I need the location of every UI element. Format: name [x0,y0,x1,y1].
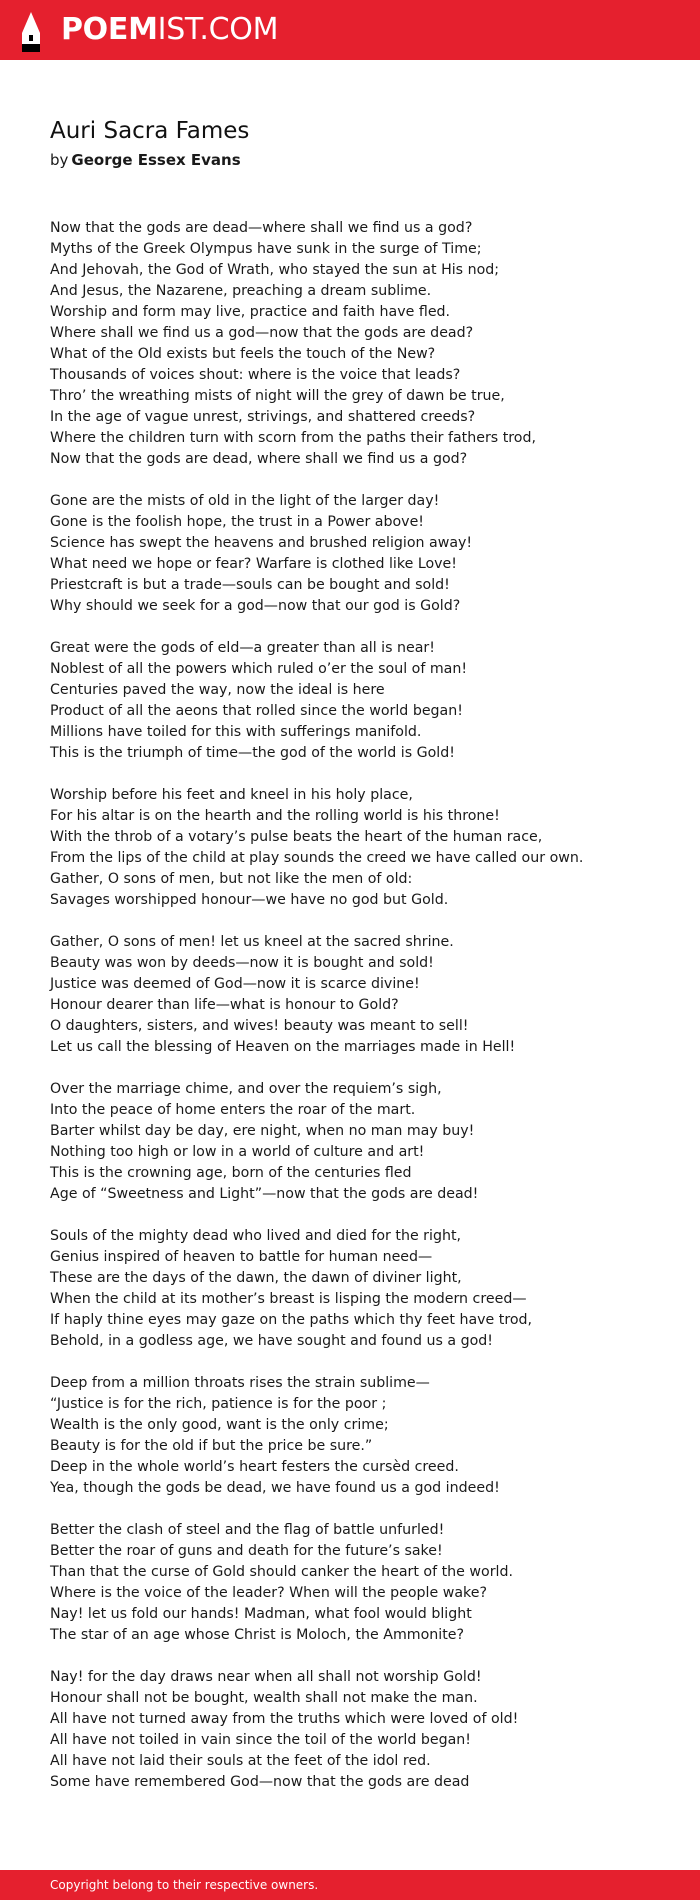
stanza [50,1520,670,1646]
poem-line: O daughters, sisters, and wives! beauty was meant to sell! [50,1018,469,1034]
poem-line: Worship and form may live, practice and faith have fled. [50,304,451,320]
stanza [50,785,670,911]
poem-line: Wealth is the only good, want is the only crime; [50,1417,389,1433]
poem-line: Nothing too high or low in a world of culture and art! [50,1144,425,1160]
poem-line: Let us call the blessing of Heaven on the marriages made in Hell! [50,1039,516,1055]
poem-line: Gone is the foolish hope, the trust in a Power above! [50,514,424,530]
poem-line: Honour shall not be bought, wealth shall not make the man. [50,1690,478,1706]
poem-line: When the child at its mother’s breast is lisping the modern creed— [50,1291,527,1307]
poem-line: Thro’ the wreathing mists of night will the grey of dawn be true, [50,388,505,404]
poem-line: And Jehovah, the God of Wrath, who stayed the sun at His nod; [50,262,500,278]
poem-line: Thousands of voices shout: where is the voice that leads? [50,367,461,383]
poem-line: All have not laid their souls at the feet of the idol red. [50,1753,431,1769]
stanza [50,1373,670,1499]
poem-line: Centuries paved the way, now the ideal is here [50,682,385,698]
poem-line: Beauty was won by deeds—now it is bought and sold! [50,955,434,971]
poem-line: Where is the voice of the leader? When will the people wake? [50,1585,487,1601]
poem-line: This is the crowning age, born of the centuries fled [50,1165,412,1181]
poem-line: Justice was deemed of God—now it is scarce divine! [50,976,420,992]
poem-line: What need we hope or fear? Warfare is clothed like Love! [50,556,457,572]
logo-light-text: IST.COM [157,12,279,47]
stanza [50,638,670,764]
poem-line: Now that the gods are dead—where shall we find us a god? [50,220,473,236]
poem-line: Why should we seek for a god—now that our god is Gold? [50,598,461,614]
poem-line: Age of “Sweetness and Light”—now that the gods are dead! [50,1186,479,1202]
copyright-notice: Copyright belong to their respective owners. [50,1878,319,1892]
poem-line: Gone are the mists of old in the light of the larger day! [50,493,440,509]
poem-line: Genius inspired of heaven to battle for human need— [50,1249,433,1265]
poem-line: And Jesus, the Nazarene, preaching a dream sublime. [50,283,432,299]
byline-prefix: by [50,151,69,169]
poem-line: Nay! for the day draws near when all shall not worship Gold! [50,1669,482,1685]
poem-line: Great were the gods of eld—a greater than all is near! [50,640,435,656]
poem-line: Better the clash of steel and the flag of battle unfurled! [50,1522,445,1538]
poem-line: Priestcraft is but a trade—souls can be bought and sold! [50,577,450,593]
poem-line: All have not toiled in vain since the toil of the world began! [50,1732,471,1748]
poem-line: Gather, O sons of men! let us kneel at the sacred shrine. [50,934,454,950]
stanza [50,491,670,617]
poem-line: Where the children turn with scorn from the paths their fathers trod, [50,430,536,446]
quill-pen-icon[interactable] [18,11,44,53]
poem-line: This is the triumph of time—the god of the world is Gold! [50,745,455,761]
poem-line: Than that the curse of Gold should canker the heart of the world. [50,1564,513,1580]
site-footer [0,1870,700,1900]
poem-line: Where shall we find us a god—now that the gods are dead? [50,325,474,341]
poem-line: Savages worshipped honour—we have no god but Gold. [50,892,449,908]
poem-line: Honour dearer than life—what is honour to Gold? [50,997,399,1013]
author-name: George Essex Evans [71,151,241,169]
poem-header [50,114,650,170]
poem-line: Barter whilst day be day, ere night, when no man may buy! [50,1123,475,1139]
poem-line: Beauty is for the old if but the price be sure.” [50,1438,373,1454]
poem-line: Some have remembered God—now that the gods are dead [50,1774,470,1790]
poem-line: Behold, in a godless age, we have sought and found us a god! [50,1333,493,1349]
poem-title: Auri Sacra Fames [50,118,250,144]
site-logo[interactable] [61,12,278,48]
stanza [50,1226,670,1352]
poem-line: Noblest of all the powers which ruled o’er the soul of man! [50,661,468,677]
poem-line: Deep in the whole world’s heart festers the cursèd creed. [50,1459,459,1475]
poem-line: Myths of the Greek Olympus have sunk in the surge of Time; [50,241,482,257]
poem-line: All have not turned away from the truths which were loved of old! [50,1711,519,1727]
poem-line: Souls of the mighty dead who lived and died for the right, [50,1228,462,1244]
poem-body [50,218,670,1814]
poem-line: From the lips of the child at play sounds the creed we have called our own. [50,850,584,866]
byline [50,150,650,170]
stanza [50,1079,670,1205]
poem-line: “Justice is for the rich, patience is for the poor ; [50,1396,387,1412]
poem-line: These are the days of the dawn, the dawn of diviner light, [50,1270,462,1286]
stanza [50,932,670,1058]
poem-line: Now that the gods are dead, where shall we find us a god? [50,451,468,467]
poem-line: Nay! let us fold our hands! Madman, what fool would blight [50,1606,472,1622]
poem-line: For his altar is on the hearth and the rolling world is his throne! [50,808,500,824]
poem-line: Over the marriage chime, and over the requiem’s sigh, [50,1081,442,1097]
poem-line: Millions have toiled for this with sufferings manifold. [50,724,422,740]
poem-line: Into the peace of home enters the roar of the mart. [50,1102,416,1118]
poem-line: Deep from a million throats rises the strain sublime— [50,1375,430,1391]
poem-line: The star of an age whose Christ is Moloch, the Ammonite? [50,1627,465,1643]
poem-line: Science has swept the heavens and brushed religion away! [50,535,473,551]
poem-line: Gather, O sons of men, but not like the men of old: [50,871,413,887]
stanza [50,1667,670,1793]
poem-line: Yea, though the gods be dead, we have found us a god indeed! [50,1480,500,1496]
stanza [50,218,670,470]
logo-bold-text: POEM [61,12,158,47]
poem-line: Worship before his feet and kneel in his holy place, [50,787,413,803]
poem-line: Product of all the aeons that rolled since the world began! [50,703,463,719]
poem-line: What of the Old exists but feels the touch of the New? [50,346,436,362]
poem-line: With the throb of a votary’s pulse beats the heart of the human race, [50,829,543,845]
site-header [0,0,700,60]
poem-line: If haply thine eyes may gaze on the paths which thy feet have trod, [50,1312,533,1328]
poem-line: Better the roar of guns and death for the future’s sake! [50,1543,443,1559]
poem-line: In the age of vague unrest, strivings, and shattered creeds? [50,409,476,425]
